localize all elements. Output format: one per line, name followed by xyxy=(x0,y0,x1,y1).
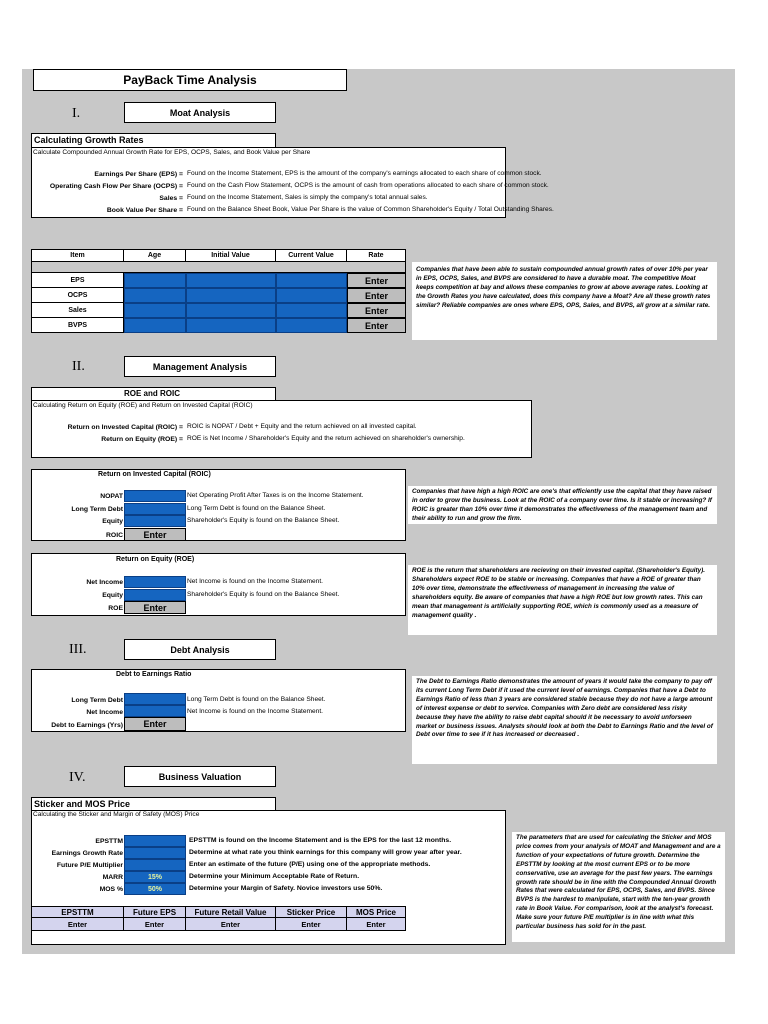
debt-result: Enter xyxy=(124,717,186,731)
roe-roic-title: ROE and ROIC xyxy=(124,389,181,398)
roic-row-debt-label: Long Term Debt xyxy=(71,506,123,513)
col-mos-price: MOS Price xyxy=(346,906,406,918)
roic-result: Enter xyxy=(124,528,186,541)
bvps-age-input[interactable] xyxy=(124,318,186,333)
sticker-title: Sticker and MOS Price xyxy=(34,799,131,809)
def-term-ocps: Operating Cash Flow Per Share (OCPS) = xyxy=(49,183,183,190)
marr-input[interactable]: 15% xyxy=(124,871,186,883)
growth-subtitle: Calculate Compounded Annual Growth Rate for EPS, OCPS, Sales, and Book Value per Share xyxy=(33,149,311,156)
section-numeral-moat: I. xyxy=(72,106,81,121)
sticker-row-pe-desc: Enter an estimate of the future (P/E) using one of the appropriate methods. xyxy=(189,861,431,868)
sticker-row-mos-label: MOS % xyxy=(99,886,123,893)
roic-def-term: Return on Invested Capital (ROIC) = xyxy=(67,424,183,431)
section-header-valuation: Business Valuation xyxy=(124,766,276,787)
debt-row-ltd-label: Long Term Debt xyxy=(71,697,123,704)
growth-col-initial: Initial Value xyxy=(185,249,276,262)
debt-row-ltd-desc: Long Term Debt is found on the Balance Sheet. xyxy=(187,696,326,703)
section-header-management: Management Analysis xyxy=(124,356,276,377)
col-eps-ttm: EPSTTM xyxy=(31,906,124,918)
moat-note: Companies that have been able to sustain compounded annual growth rates of over 10% per year in EPS, OCPS, Sales, and BVPS are considered to have a durable moat. The competitive Moat keeps competition at bay and allows these companies to grow at above average rates. Looking at the Growth Rates you have calculated, does this company have a Moat? Are all these growth rates similar? Reliable companies are ones where EPS, OPS, Sales, and BVPS, all grow at a similar rate. xyxy=(412,262,717,340)
section-header-moat: Moat Analysis xyxy=(124,102,276,123)
ocps-initial-input[interactable] xyxy=(186,288,276,303)
def-desc-sales: Found on the Income Statement, Sales is simply the company's total annual sales. xyxy=(187,194,428,201)
eps-ttm-result: Enter xyxy=(31,917,124,931)
ocps-rate-output: Enter xyxy=(347,288,406,303)
roic-result-label: ROIC xyxy=(106,532,123,539)
col-future-retail: Future Retail Value xyxy=(185,906,276,918)
roic-row-debt-desc: Long Term Debt is found on the Balance Sheet. xyxy=(187,505,326,512)
roe-calc-title: Return on Equity (ROE) xyxy=(116,556,195,563)
roic-debt-input[interactable] xyxy=(124,503,186,515)
roe-result: Enter xyxy=(124,601,186,614)
bvps-current-input[interactable] xyxy=(276,318,347,333)
growth-col-rate: Rate xyxy=(346,249,406,262)
growth-col-age: Age xyxy=(123,249,186,262)
debt-note: The Debt to Earnings Ratio demonstrates the amount of years it would take the company to pay off its current Long Term Debt if it used the current level of earnings. Companies that have a Debt to Earnings Ratio of less than 3 years are considered stable because they do not have a large amount of interest expense or debt to service. Companies with Zero debt are considered less risky because they have the ability to raise debt capital should it be necessary to avoid unforseen market or business issues. Analysts should look at both the Debt to Earnings Ratio and the level of Debt over time to see if it has increased or decreased . xyxy=(412,676,717,764)
roe-note: ROE is the return that shareholders are recieving on their invested capital. (Shareholder's Equity). Shareholders expect ROE to be stable or increasing. Companies that have a ROE of greater than 10% over time, demonstrate the effectiveness of management in increasing the value of shareholders equity. Be aware of companies that have a high ROE but low growth rates. This can mean that management is artificially supporting ROE, which is commonly used as a measure of management quality . xyxy=(408,565,717,635)
debt-ltd-input[interactable] xyxy=(124,693,186,705)
section-numeral-debt: III. xyxy=(69,642,87,657)
roic-row-nopat-desc: Net Operating Profit After Taxes is on the Income Statement. xyxy=(187,492,364,499)
roe-result-label: ROE xyxy=(108,605,123,612)
sales-current-input[interactable] xyxy=(276,303,347,318)
eps-initial-input[interactable] xyxy=(186,273,276,288)
future-eps-result: Enter xyxy=(123,917,186,931)
pe-multiplier-input[interactable] xyxy=(124,859,186,871)
roe-roic-subtitle: Calculating Return on Equity (ROE) and Return on Invested Capital (ROIC) xyxy=(33,402,253,409)
section-numeral-management: II. xyxy=(72,359,85,374)
growth-row-bvps-label: BVPS xyxy=(31,318,124,333)
sticker-row-marr-desc: Determine your Minimum Acceptable Rate of Return. xyxy=(189,873,360,880)
sticker-row-marr-label: MARR xyxy=(102,874,123,881)
roic-equity-input[interactable] xyxy=(124,515,186,527)
roe-equity-input[interactable] xyxy=(124,589,186,601)
eps-ttm-input[interactable] xyxy=(124,835,186,847)
sticker-row-growth-desc: Determine at what rate you think earnings for this company will grow year after year. xyxy=(189,849,462,856)
roic-calc-title: Return on Invested Capital (ROIC) xyxy=(98,471,211,478)
sticker-price-result: Enter xyxy=(275,917,347,931)
debt-calc-title: Debt to Earnings Ratio xyxy=(116,671,192,678)
def-desc-eps: Found on the Income Statement, EPS is the amount of the company's earnings allocated to each share of common stock. xyxy=(187,170,542,177)
roic-row-equity-label: Equity xyxy=(102,518,123,525)
col-sticker-price: Sticker Price xyxy=(275,906,347,918)
def-desc-bvps: Found on the Balance Sheet Book, Value Per Share is the value of Common Shareholder's Equity / Total Outstanding Shares. xyxy=(187,206,554,213)
roe-row-equity-label: Equity xyxy=(102,592,123,599)
roic-note: Companies that have high a high ROIC are one's that efficiently use the capital that they have raised in order to grow the business. Look at the ROIC of a company over time. Is it stable or increasing? If ROIC is greater than 10% over time it demonstrates the effectiveness of the management team and their ability to run and grow the firm. xyxy=(408,486,717,524)
sales-initial-input[interactable] xyxy=(186,303,276,318)
bvps-initial-input[interactable] xyxy=(186,318,276,333)
def-desc-ocps: Found on the Cash Flow Statement, OCPS is the amount of cash from operations allocated to each share of common stock. xyxy=(187,182,549,189)
sticker-row-growth-label: Earnings Growth Rate xyxy=(51,850,123,857)
growth-row-ocps-label: OCPS xyxy=(31,288,124,303)
debt-income-input[interactable] xyxy=(124,705,186,717)
debt-row-income-label: Net Income xyxy=(86,709,123,716)
growth-spacer-row xyxy=(31,261,406,273)
ocps-age-input[interactable] xyxy=(124,288,186,303)
growth-col-current: Current Value xyxy=(275,249,347,262)
def-term-eps: Earnings Per Share (EPS) = xyxy=(94,171,183,178)
roe-row-equity-desc: Shareholder's Equity is found on the Balance Sheet. xyxy=(187,591,340,598)
mos-input[interactable]: 50% xyxy=(124,883,186,895)
section-header-debt: Debt Analysis xyxy=(124,639,276,660)
ocps-current-input[interactable] xyxy=(276,288,347,303)
bvps-rate-output: Enter xyxy=(347,318,406,333)
nopat-input[interactable] xyxy=(124,490,186,502)
sticker-row-mos-desc: Determine your Margin of Safety. Novice investors use 50%. xyxy=(189,885,383,892)
sales-rate-output: Enter xyxy=(347,303,406,318)
debt-row-income-desc: Net Income is found on the Income Statement. xyxy=(187,708,323,715)
roic-row-equity-desc: Shareholder's Equity is found on the Balance Sheet. xyxy=(187,517,340,524)
eps-age-input[interactable] xyxy=(124,273,186,288)
roic-def-desc: ROIC is NOPAT / Debt + Equity and the return achieved on all invested capital. xyxy=(187,423,417,430)
sticker-row-eps-desc: EPSTTM is found on the Income Statement and is the EPS for the last 12 months. xyxy=(189,837,452,844)
future-retail-result: Enter xyxy=(185,917,276,931)
roe-row-income-label: Net Income xyxy=(86,579,123,586)
valuation-note: The parameters that are used for calculating the Sticker and MOS price comes from your analysis of MOAT and Management and are a function of your expectations of future growth. Determine the EPSTTM by looking at the most current EPS or to be more conservative, use an average for the past few years. The earnings growth rate should be in line with the Compounded Annual Growth Rates that were calculated for EPS, OCPS, Sales, and BVPS. Since BVPS is the hardest to manipulate, start with the ten-year growth rate in Book Value. For comparison, look at the analyst's forecast. Make sure your future P/E multiplier is in line with what this particular business has sold for in the past. xyxy=(512,832,725,942)
growth-col-item: Item xyxy=(31,249,124,262)
growth-rate-input[interactable] xyxy=(124,847,186,859)
sticker-subtitle: Calculating the Sticker and Margin of Safety (MOS) Price xyxy=(33,811,200,818)
col-future-eps: Future EPS xyxy=(123,906,186,918)
growth-row-eps-label: EPS xyxy=(31,273,124,288)
def-term-sales: Sales = xyxy=(159,195,183,202)
growth-title: Calculating Growth Rates xyxy=(34,135,144,145)
eps-current-input[interactable] xyxy=(276,273,347,288)
def-term-bvps: Book Value Per Share = xyxy=(106,207,183,214)
page-title: PayBack Time Analysis xyxy=(33,69,347,91)
debt-result-label: Debt to Earnings (Yrs) xyxy=(51,722,123,729)
eps-rate-output: Enter xyxy=(347,273,406,288)
roe-income-input[interactable] xyxy=(124,576,186,588)
mos-price-result: Enter xyxy=(346,917,406,931)
sticker-row-pe-label: Future P/E Multiplier xyxy=(56,862,123,869)
roic-row-nopat-label: NOPAT xyxy=(100,493,123,500)
sales-age-input[interactable] xyxy=(124,303,186,318)
growth-row-sales-label: Sales xyxy=(31,303,124,318)
roe-def-desc: ROE is Net Income / Shareholder's Equity and the return achieved on shareholder's ownership. xyxy=(187,435,465,442)
roe-row-income-desc: Net Income is found on the Income Statement. xyxy=(187,578,323,585)
section-numeral-valuation: IV. xyxy=(69,770,86,785)
roe-def-term: Return on Equity (ROE) = xyxy=(101,436,183,443)
sticker-row-eps-label: EPSTTM xyxy=(95,838,123,845)
